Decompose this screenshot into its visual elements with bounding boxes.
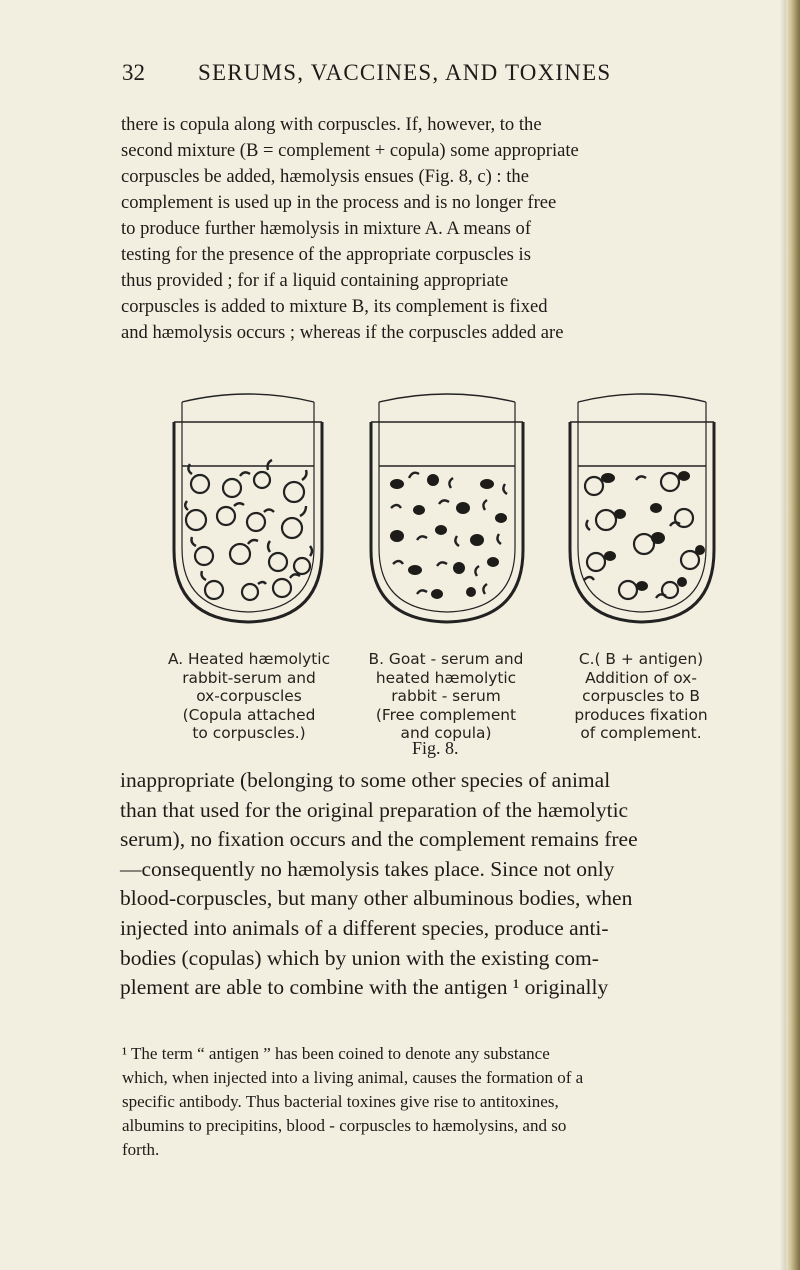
caption-line: to corpuscles.) [192, 724, 306, 743]
caption-line: B. Goat - serum and [368, 650, 524, 668]
footnote-line: which, when injected into a living animal, causes the formation of a [122, 1068, 584, 1087]
text-line: corpuscles is added to mixture B, its complement is fixed [121, 296, 548, 317]
paragraph-bottom [120, 766, 740, 1003]
caption-line: heated hæmolytic [375, 668, 517, 687]
text-line: to produce further hæmolysis in mixture A. A means of [121, 218, 532, 239]
paragraph-top [121, 112, 738, 346]
text-line: blood-corpuscles, but many other albuminous bodies, when [120, 886, 633, 911]
beaker-a-illustration [170, 380, 326, 630]
figure-label: Fig. 8. [412, 738, 459, 758]
text-line: thus provided ; for if a liquid containing appropriate [121, 270, 509, 291]
text-line: plement are able to combine with the antigen ¹ originally [120, 975, 609, 1000]
text-line: there is copula along with corpuscles. If, however, to the [121, 114, 542, 135]
caption-line: produces fixation [574, 705, 708, 724]
text-line: serum), no fixation occurs and the complement remains free [120, 827, 638, 852]
text-line: than that used for the original preparation of the hæmolytic [120, 797, 629, 822]
beaker-c-illustration [566, 380, 718, 630]
footnote-line: albumins to precipitins, blood - corpuscles to hæmolysins, and so [122, 1116, 567, 1135]
footnote [122, 1042, 742, 1162]
beaker-b-illustration [367, 380, 527, 630]
text-line: inappropriate (belonging to some other species of animal [120, 768, 611, 792]
caption-line: and copula) [400, 724, 492, 743]
caption-line: corpuscles to B [582, 687, 700, 706]
caption-panel-a [160, 650, 338, 743]
text-line: complement is used up in the process and is no longer free [121, 192, 557, 213]
text-line: bodies (copulas) which by union with the existing com- [120, 945, 599, 970]
text-line: and hæmolysis occurs ; whereas if the corpuscles added are [121, 322, 564, 343]
caption-line: rabbit - serum [391, 687, 501, 706]
figure-8 [160, 380, 745, 758]
page-number: 32 [122, 60, 145, 85]
page-header [122, 60, 742, 94]
footnote-line: specific antibody. Thus bacterial toxines give rise to antitoxines, [122, 1092, 559, 1111]
caption-line: Addition of ox- [585, 668, 697, 687]
page-edge [786, 0, 800, 1270]
caption-panel-c [556, 650, 726, 743]
text-line: corpuscles be added, hæmolysis ensues (Fig. 8, c) : the [121, 166, 529, 187]
caption-line: ox-corpuscles [196, 687, 302, 706]
caption-line: rabbit-serum and [182, 668, 316, 687]
text-line: injected into animals of a different species, produce anti- [120, 915, 609, 940]
caption-line: A. Heated hæmolytic [167, 650, 331, 668]
running-head: SERUMS, VACCINES, AND TOXINES [198, 60, 612, 85]
text-line: second mixture (B = complement + copula) some appropriate [121, 140, 579, 161]
footnote-line: ¹ The term “ antigen ” has been coined to denote any substance [122, 1044, 550, 1063]
caption-line: C.( B + antigen) [578, 650, 704, 668]
text-line: testing for the presence of the appropriate corpuscles is [121, 244, 531, 265]
footnote-line: forth. [122, 1140, 160, 1159]
text-line: —consequently no hæmolysis takes place. Since not only [120, 856, 615, 881]
caption-panel-b [356, 650, 536, 743]
caption-line: (Free complement [375, 705, 517, 724]
caption-line: of complement. [580, 724, 702, 743]
caption-line: (Copula attached [182, 705, 316, 724]
